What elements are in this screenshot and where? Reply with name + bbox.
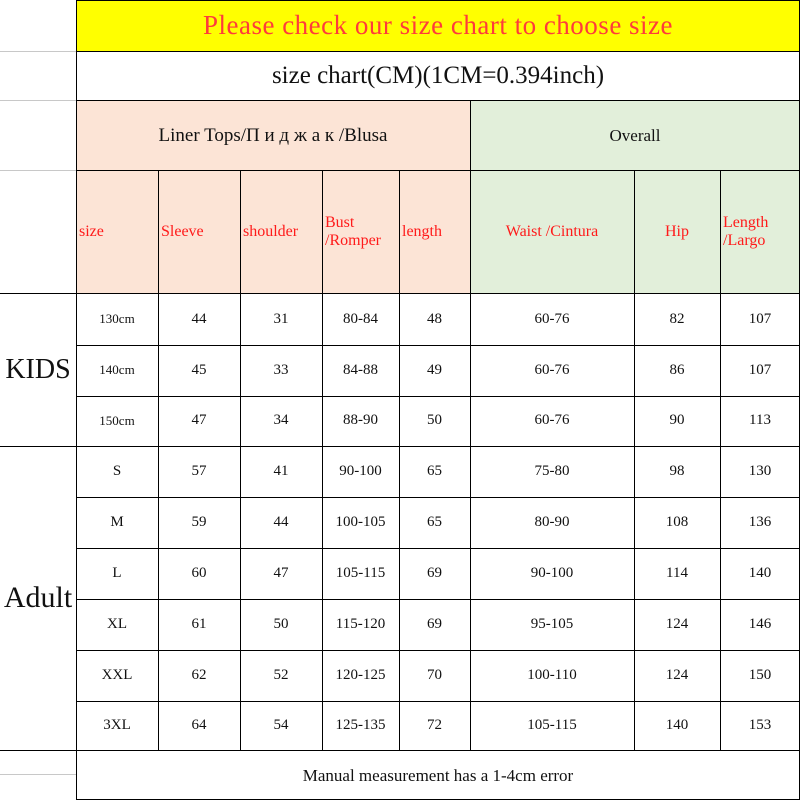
group-header-overall-text: Overall (609, 125, 661, 145)
cell-waist: 100-110 (527, 666, 577, 683)
grid-vline (634, 170, 635, 750)
grid-vline (240, 170, 241, 750)
grid-hline (0, 170, 76, 171)
cell-length: 70 (427, 666, 442, 683)
cell-length: 69 (427, 564, 442, 581)
group-header-tops-text: Liner Tops/П и д ж а к /Blusa (158, 124, 388, 146)
grid-hline (0, 51, 76, 52)
cell-length: 72 (427, 717, 442, 734)
grid-hline (76, 650, 800, 651)
cell-size: 140cm (99, 362, 135, 378)
grid-vline (158, 170, 159, 750)
grid-vline (322, 170, 323, 750)
cell-sleeve: 59 (191, 513, 207, 530)
cell-length: 50 (427, 412, 442, 429)
cell-length: 48 (427, 310, 442, 327)
cell-size: L (112, 564, 122, 581)
cell-size: M (110, 513, 124, 530)
cell-hip: 124 (665, 615, 689, 632)
cell-sleeve: 61 (191, 615, 207, 632)
cell-sleeve: 47 (191, 412, 207, 429)
cell-length-largo: 140 (748, 564, 772, 581)
cell-shoulder: 34 (273, 412, 289, 429)
cell-bust: 100-105 (335, 513, 386, 530)
cell-shoulder: 54 (273, 717, 289, 734)
grid-hline (76, 0, 800, 1)
group-label-adult: Adult (3, 581, 73, 614)
column-header-hip: Hip (665, 222, 689, 240)
cell-waist: 105-115 (527, 717, 577, 734)
footer-note (76, 751, 800, 800)
cell-size: S (112, 462, 122, 479)
cell-waist: 95-105 (530, 615, 574, 632)
cell-hip: 108 (665, 513, 689, 530)
cell-length: 65 (427, 462, 442, 479)
cell-sleeve: 64 (191, 717, 207, 734)
grid-hline (0, 774, 76, 775)
grid-hline (76, 497, 800, 498)
cell-length-largo: 150 (748, 666, 772, 683)
cell-sleeve: 44 (191, 310, 207, 327)
cell-bust: 88-90 (343, 412, 378, 429)
cell-sleeve: 60 (191, 564, 207, 581)
cell-length: 65 (427, 513, 442, 530)
banner (76, 0, 800, 51)
cell-length-largo: 107 (748, 361, 772, 378)
banner-text: Please check our size chart to choose size (202, 10, 674, 40)
grid-hline (76, 51, 800, 52)
cell-bust: 125-135 (335, 717, 386, 734)
cell-sleeve: 62 (191, 666, 207, 683)
chart-subtitle (76, 52, 800, 100)
cell-hip: 124 (665, 666, 689, 683)
grid-hline (76, 396, 800, 397)
cell-bust: 120-125 (335, 666, 386, 683)
cell-length-largo: 136 (748, 513, 772, 530)
grid-hline (76, 170, 800, 171)
cell-shoulder: 52 (273, 666, 289, 683)
cell-waist: 80-90 (534, 513, 570, 530)
cell-waist: 60-76 (534, 310, 570, 327)
cell-size: XL (107, 615, 127, 632)
grid-hline (0, 750, 800, 751)
group-header-overall (470, 101, 800, 170)
cell-waist: 60-76 (534, 361, 570, 378)
cell-hip: 86 (669, 361, 685, 378)
cell-hip: 90 (669, 412, 685, 429)
column-header-bust: Bust /Romper (325, 213, 381, 249)
cell-hip: 82 (669, 310, 685, 327)
grid-hline (0, 293, 800, 294)
grid-vline (399, 170, 400, 750)
cell-hip: 140 (665, 717, 689, 734)
cell-size: 130cm (99, 311, 135, 327)
grid-vline (76, 0, 77, 800)
cell-length-largo: 146 (748, 615, 772, 632)
cell-sleeve: 57 (191, 462, 207, 479)
column-header-shoulder: shoulder (243, 222, 299, 240)
cell-waist: 75-80 (534, 462, 570, 479)
cell-waist: 60-76 (534, 412, 570, 429)
group-label-kids: KIDS (5, 354, 71, 385)
cell-length-largo: 107 (748, 310, 772, 327)
column-header-waist: Waist /Cintura (505, 222, 599, 240)
cell-length-largo: 153 (748, 717, 772, 734)
cell-bust: 84-88 (343, 361, 378, 378)
grid-hline (76, 345, 800, 346)
cell-shoulder: 50 (273, 615, 289, 632)
cell-hip: 114 (666, 564, 688, 581)
subtitle-text: size chart(CM)(1CM=0.394inch) (271, 62, 605, 89)
grid-hline (76, 100, 800, 101)
cell-bust: 115-120 (335, 615, 386, 632)
footer-note-text: Manual measurement has a 1-4cm error (302, 765, 574, 785)
cell-hip: 98 (669, 462, 685, 479)
grid-hline (76, 701, 800, 702)
cell-sleeve: 45 (191, 361, 207, 378)
column-header-sleeve: Sleeve (161, 222, 204, 240)
column-header-size: size (79, 222, 104, 240)
grid-vline (720, 170, 721, 750)
grid-hline (0, 100, 76, 101)
column-header-length-largo: Length /Largo (723, 213, 769, 249)
cell-length-largo: 130 (748, 462, 772, 479)
grid-vline (470, 100, 471, 750)
cell-length-largo: 113 (749, 412, 771, 429)
cell-size: XXL (101, 666, 133, 683)
cell-shoulder: 47 (273, 564, 289, 581)
grid-hline (76, 599, 800, 600)
cell-bust: 105-115 (335, 564, 386, 581)
cell-length: 69 (427, 615, 442, 632)
group-header-tops (76, 101, 470, 170)
cell-bust: 80-84 (343, 310, 378, 327)
cell-length: 49 (427, 361, 442, 378)
cell-waist: 90-100 (530, 564, 574, 581)
cell-shoulder: 33 (273, 361, 289, 378)
column-header-length: length (402, 222, 442, 240)
cell-size: 150cm (99, 412, 135, 428)
grid-hline (76, 548, 800, 549)
grid-hline (0, 446, 800, 447)
cell-shoulder: 31 (273, 310, 289, 327)
cell-shoulder: 44 (273, 513, 289, 530)
cell-size: 3XL (103, 717, 131, 734)
cell-bust: 90-100 (339, 462, 382, 479)
cell-shoulder: 41 (273, 462, 289, 479)
